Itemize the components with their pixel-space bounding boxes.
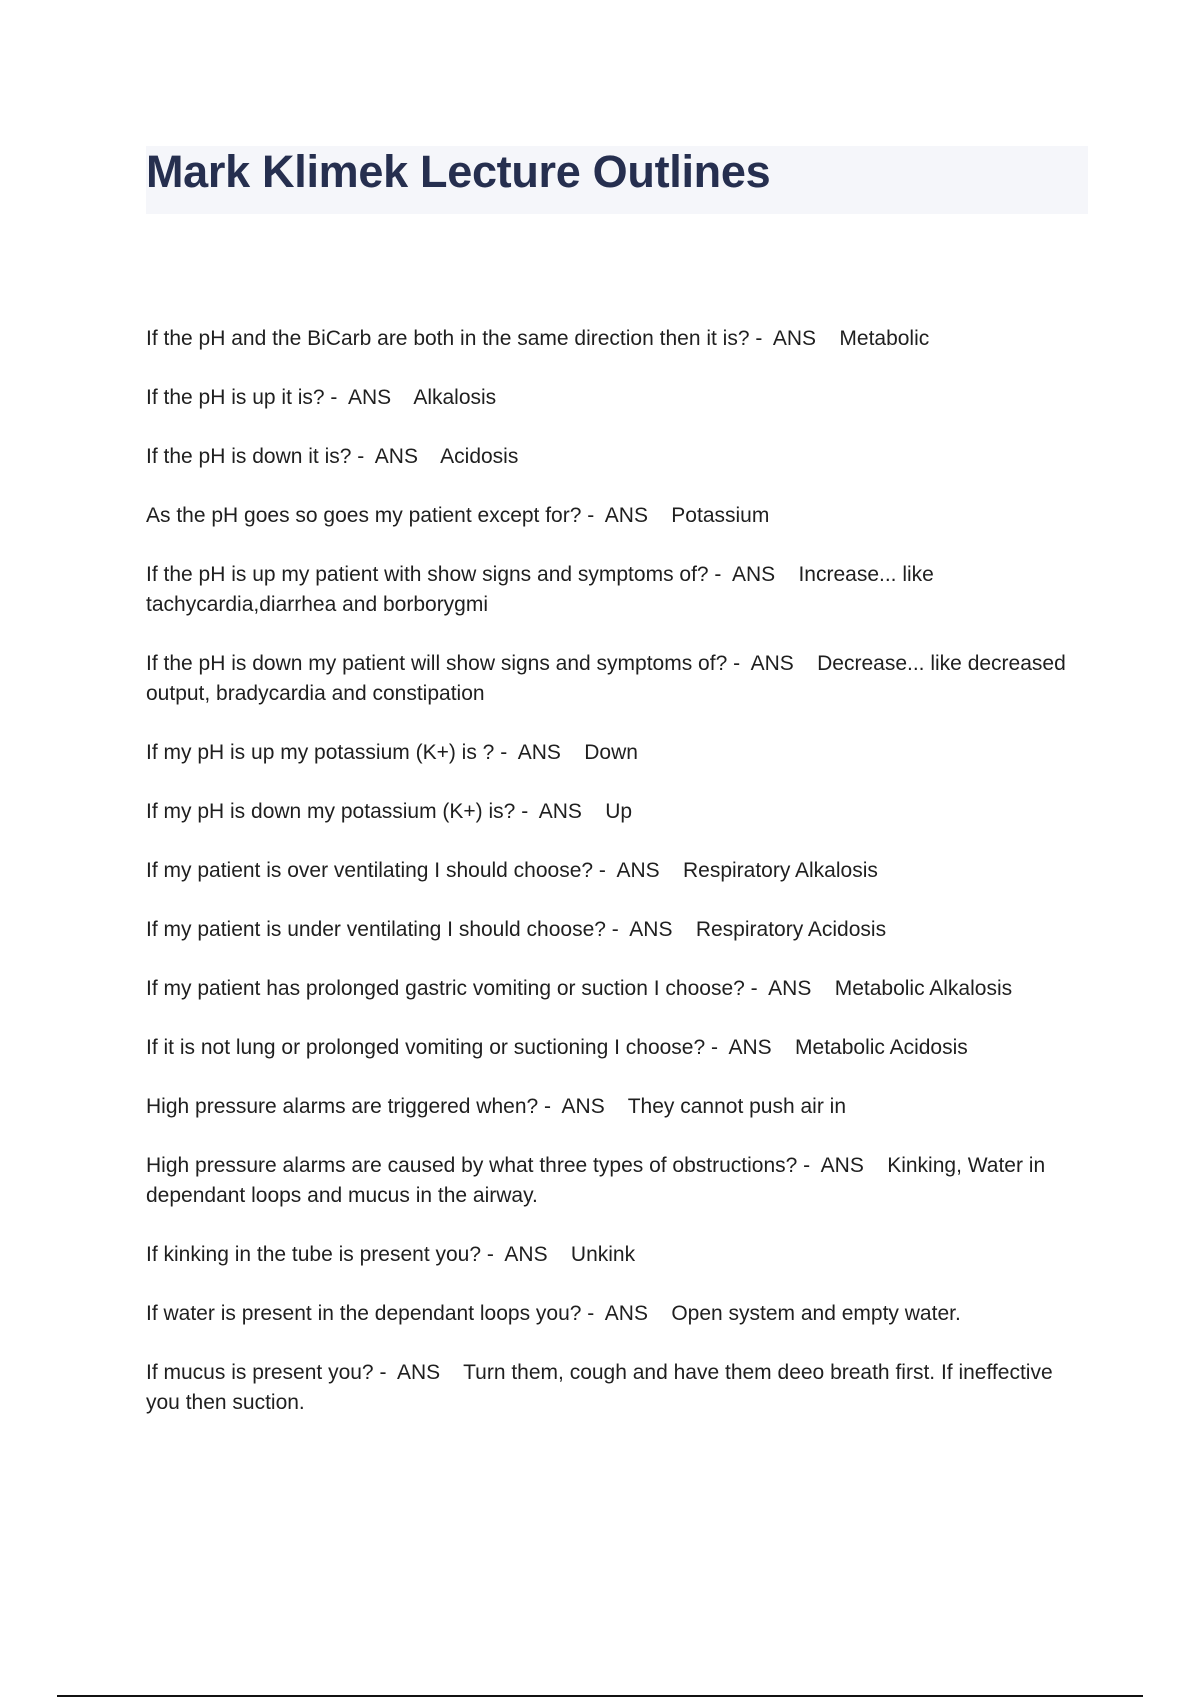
- question-text: If my pH is up my potassium (K+) is ?: [146, 741, 495, 764]
- ans-label: ANS: [561, 1095, 605, 1118]
- qa-item: If my pH is down my potassium (K+) is? - ANS Up: [146, 800, 633, 823]
- answer-text: Metabolic Acidosis: [795, 1036, 968, 1059]
- ans-label: ANS: [750, 652, 794, 675]
- question-text: As the pH goes so goes my patient except for?: [146, 504, 582, 527]
- answer-text: Open system and empty water.: [671, 1302, 961, 1325]
- question-text: If the pH is up it is?: [146, 386, 325, 409]
- question-text: If the pH and the BiCarb are both in the same direction then it is?: [146, 327, 750, 350]
- ans-label: ANS: [820, 1154, 864, 1177]
- ans-label: ANS: [374, 445, 418, 468]
- answer-text: Up: [605, 800, 633, 823]
- answer-text: Alkalosis: [413, 386, 497, 409]
- document-title: Mark Klimek Lecture Outlines: [146, 146, 771, 197]
- qa-item: If mucus is present you? - ANS Turn them, cough and have them deeo breath first. If ineffective you then suction.: [146, 1361, 1053, 1414]
- qa-item: As the pH goes so goes my patient except for? - ANS Potassium: [146, 504, 770, 527]
- qa-item: If my pH is up my potassium (K+) is ? - ANS Down: [146, 741, 638, 764]
- answer-text: Down: [584, 741, 638, 764]
- ans-label: ANS: [629, 918, 673, 941]
- ans-label: ANS: [616, 859, 660, 882]
- answer-text: Respiratory Alkalosis: [682, 859, 878, 882]
- answer-text: Kinking, Water in dependant loops and mucus in the airway.: [146, 1154, 1046, 1207]
- question-text: If my patient has prolonged gastric vomiting or suction I choose?: [146, 977, 745, 1000]
- qa-item: High pressure alarms are triggered when? - ANS They cannot push air in: [146, 1095, 846, 1118]
- qa-list: [146, 324, 1076, 1447]
- qa-item: If the pH is down my patient will show signs and symptoms of? - ANS Decrease... like decreased output, bradycardia and constipation: [146, 652, 1066, 705]
- question-text: If my patient is under ventilating I should choose?: [146, 918, 606, 941]
- qa-item: If it is not lung or prolonged vomiting or suctioning I choose? - ANS Metabolic Acidosis: [146, 1036, 968, 1059]
- question-text: If my patient is over ventilating I should choose?: [146, 859, 594, 882]
- qa-item: If the pH is up it is? - ANS Alkalosis: [146, 386, 497, 409]
- question-text: If the pH is up my patient with show signs and symptoms of?: [146, 563, 709, 586]
- question-text: High pressure alarms are caused by what three types of obstructions?: [146, 1154, 798, 1177]
- answer-text: Metabolic: [839, 327, 930, 350]
- qa-item: If my patient is under ventilating I should choose? - ANS Respiratory Acidosis: [146, 918, 887, 941]
- question-text: If the pH is down it is?: [146, 445, 352, 468]
- ans-label: ANS: [347, 386, 392, 409]
- qa-item: If water is present in the dependant loops you? - ANS Open system and empty water.: [146, 1302, 961, 1325]
- ans-label: ANS: [772, 327, 817, 350]
- question-text: If kinking in the tube is present you?: [146, 1243, 482, 1266]
- question-text: If water is present in the dependant loops you?: [146, 1302, 582, 1325]
- ans-label: ANS: [604, 1302, 648, 1325]
- question-text: If mucus is present you?: [146, 1361, 374, 1384]
- qa-item: If kinking in the tube is present you? - ANS Unkink: [146, 1243, 636, 1266]
- qa-item: If my patient has prolonged gastric vomiting or suction I choose? - ANS Metabolic Alkalosis: [146, 977, 1013, 1000]
- answer-text: Respiratory Acidosis: [695, 918, 887, 941]
- question-text: If it is not lung or prolonged vomiting or suctioning I choose?: [146, 1036, 706, 1059]
- answer-text: Metabolic Alkalosis: [834, 977, 1013, 1000]
- answer-text: Decrease... like decreased output, bradycardia and constipation: [146, 652, 1066, 705]
- answer-text: Potassium: [671, 504, 770, 527]
- answer-text: They cannot push air in: [627, 1095, 846, 1118]
- ans-label: ANS: [504, 1243, 548, 1266]
- ans-label: ANS: [604, 504, 648, 527]
- ans-label: ANS: [538, 800, 582, 823]
- ans-label: ANS: [731, 563, 776, 586]
- ans-label: ANS: [768, 977, 812, 1000]
- qa-item: If my patient is over ventilating I should choose? - ANS Respiratory Alkalosis: [146, 859, 878, 882]
- question-text: High pressure alarms are triggered when?: [146, 1095, 539, 1118]
- answer-text: Increase... like tachycardia,diarrhea and borborygmi: [146, 563, 934, 616]
- ans-label: ANS: [517, 741, 561, 764]
- qa-item: If the pH is up my patient with show signs and symptoms of? - ANS Increase... like tachycardia,diarrhea and borborygmi: [146, 563, 934, 616]
- ans-label: ANS: [396, 1361, 441, 1384]
- footer-rule: [57, 1695, 1143, 1697]
- ans-label: ANS: [728, 1036, 772, 1059]
- qa-item: If the pH and the BiCarb are both in the same direction then it is? - ANS Metabolic: [146, 327, 930, 350]
- answer-text: Turn them, cough and have them deeo breath first. If ineffective you then suction.: [146, 1361, 1053, 1414]
- qa-item: High pressure alarms are caused by what three types of obstructions? - ANS Kinking, Water in dependant loops and mucus in the airway.: [146, 1154, 1046, 1207]
- question-text: If the pH is down my patient will show signs and symptoms of?: [146, 652, 728, 675]
- answer-text: Acidosis: [440, 445, 519, 468]
- question-text: If my pH is down my potassium (K+) is?: [146, 800, 516, 823]
- qa-item: If the pH is down it is? - ANS Acidosis: [146, 445, 519, 468]
- answer-text: Unkink: [570, 1243, 636, 1266]
